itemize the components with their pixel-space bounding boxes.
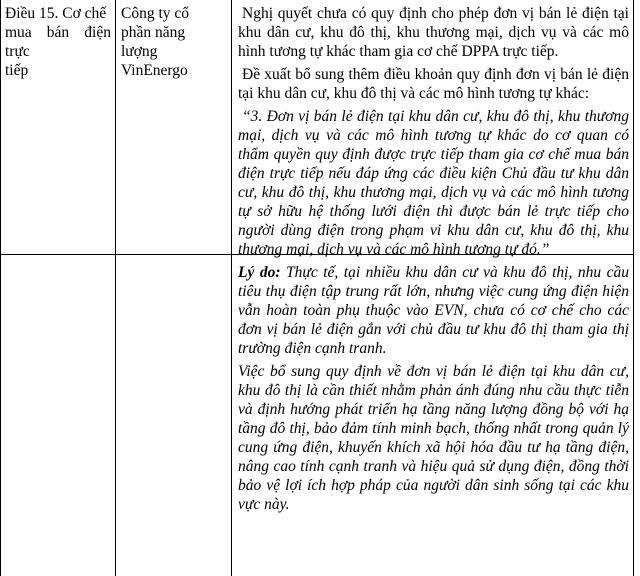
article-line: Điều 15. Cơ chế — [5, 5, 107, 22]
content-cell — [238, 4, 629, 514]
submitter-line: lượng — [121, 43, 158, 60]
article-cell — [5, 4, 111, 80]
reason-label: Lý do: — [238, 264, 281, 281]
submitter-line: phần năng — [121, 24, 186, 41]
table-border-left — [0, 0, 1, 576]
justification-paragraph: Việc bổ sung quy định về đơn vị bán lẻ điện tại khu dân cư, khu đô thị là cần thiết nhằm phản ánh đúng nhu cầu thực tiễn và định hướng phát triển hạ tầng năng lượng đồng bộ với hạ tầng đô thị, bảo đảm tính minh bạch, thống nhất trong quản lý cung ứng điện, khuyến khích xã hội hóa đầu tư hạ tầng điện, nâng cao tính cạnh tranh và hiệu quả sử dụng điện, đồng thời bảo vệ lợi ích hợp pháp của người dân sinh sống tại các khu vực này. — [238, 363, 629, 513]
submitter-cell — [121, 4, 227, 80]
reason-text: Thực tế, tại nhiều khu dân cư và khu đô thị, nhu cầu tiêu thụ điện tập trung rất lớn, nhưng việc cung ứng điện hiện vẫn hoàn toàn phụ thuộc vào EVN, chưa có cơ chế cho các đơn vị bán lẻ điện gắn với chủ đầu tư khu đô thị tham gia thị trường điện cạnh tranh. — [238, 264, 630, 357]
proposal-paragraph: Đề xuất bổ sung thêm điều khoản quy định đơn vị bán lẻ điện tại khu dân cư, khu đô thị và các mô hình tương tự khác: — [238, 66, 629, 102]
submitter-line: VinEnergo — [121, 62, 188, 79]
article-line: mua bán điện trực — [5, 24, 111, 60]
proposed-clause-quote: “3. Đơn vị bán lẻ điện tại khu dân cư, khu đô thị, khu thương mại, dịch vụ và các mô hình tương tự khác do cơ quan có thẩm quyền quy định được trực tiếp tham gia cơ chế mua bán điện trực tiếp nếu đáp ứng các điều kiện Chủ đầu tư khu dân cư, khu đô thị, khu thương mại, dịch vụ và các mô hình tương tự sở hữu hệ thống lưới điện thì được bán lẻ trực tiếp cho người dùng điện trong phạm vi khu dân cư, khu đô thị, khu thương mại, dịch vụ và các mô hình tương tự đó.” — [238, 108, 629, 258]
reason-paragraph — [238, 263, 629, 358]
current-issue-paragraph: Nghị quyết chưa có quy định cho phép đơn vị bán lẻ điện tại khu dân cư, khu đô thị, khu thương mại, dịch vụ và các mô hình tương tự khác tham gia cơ chế DPPA trực tiếp. — [238, 5, 629, 60]
table-column-divider-1 — [115, 0, 116, 576]
article-line: tiếp — [5, 62, 29, 79]
submitter-line: Công ty cổ — [121, 5, 190, 22]
table-column-divider-2 — [231, 0, 232, 576]
table-border-right — [633, 0, 634, 576]
